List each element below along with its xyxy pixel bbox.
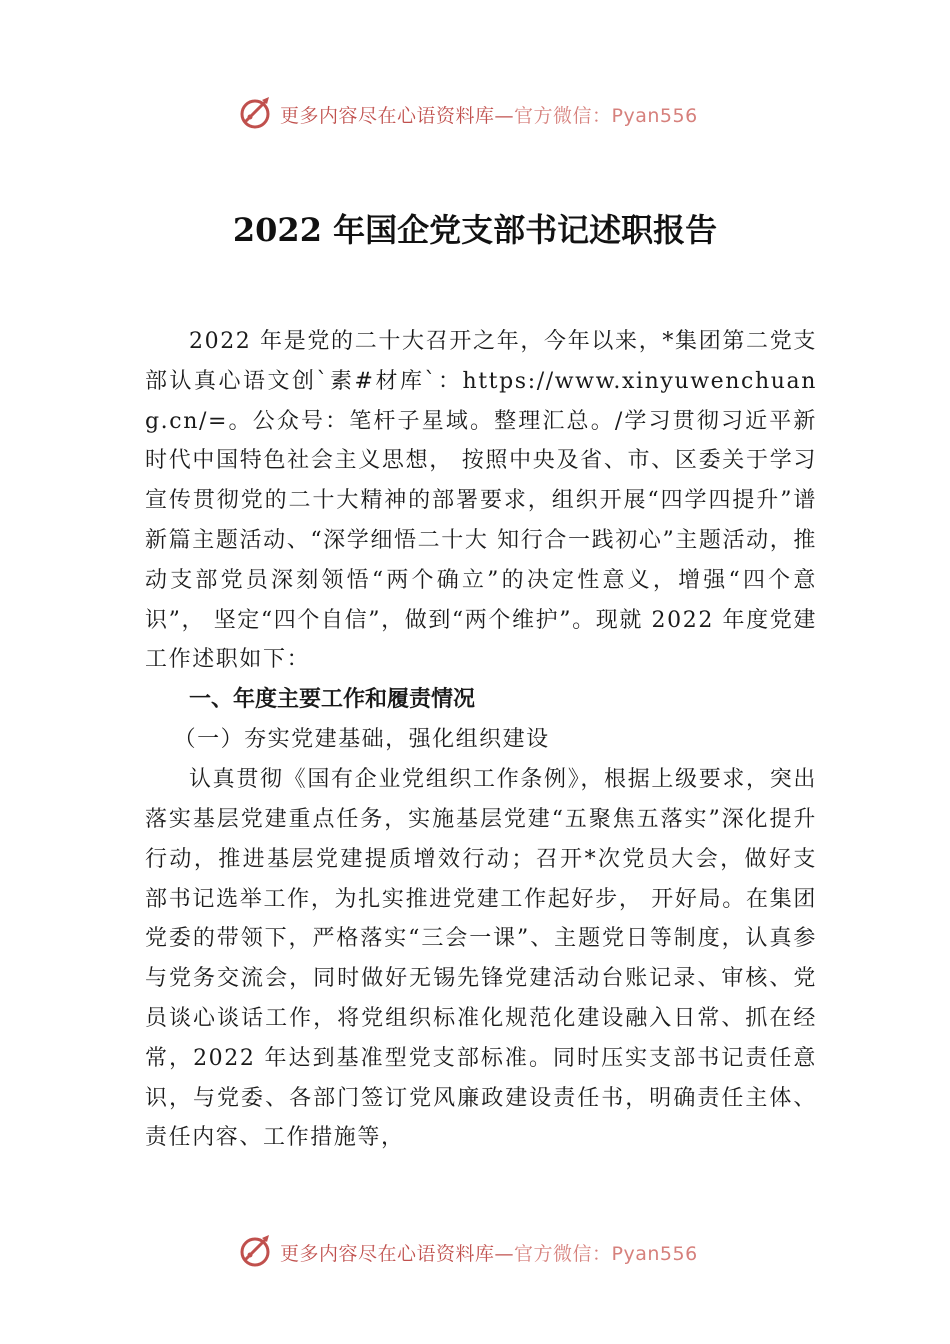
banner-slogan: 更多内容尽在心语资料库 <box>280 105 495 127</box>
banner-text <box>280 1239 698 1266</box>
footer-banner <box>0 1233 950 1273</box>
banner-text <box>280 101 698 128</box>
brush-logo-icon <box>238 1233 274 1269</box>
banner-dash: — <box>494 105 515 127</box>
body-paragraph: 认真贯彻《国有企业党组织工作条例》，根据上级要求，突出落实基层党建重点任务，实施基层党建“五聚焦五落实”深化提升行动，推进基层党建提质增效行动；召开*次党员大会，做好支部书记选举工作，为扎实推进党建工作起好步， 开好局。在集团党委的带领下，严格落实“三会一课”、主题党日等制度，认真参与党务交流会，同时做好无锡先锋党建活动台账记录、审核、党员谈心谈话工作，将党组织标准化规范化建设融入日常、抓在经常，2022 年达到基准型党支部标准。同时压实支部书记责任意识，与党委、各部门签订党风廉政建设责任书，明确责任主体、责任内容、工作措施等， <box>145 767 817 1151</box>
document-body <box>145 322 817 1158</box>
document-title: 2022 年国企党支部书记述职报告 <box>232 211 718 249</box>
banner-slogan: 更多内容尽在心语资料库 <box>280 1243 495 1265</box>
header-banner <box>0 95 950 135</box>
subsection-heading: （一）夯实党建基础，强化组织建设 <box>173 727 550 753</box>
banner-dash: — <box>494 1243 515 1265</box>
intro-paragraph: 2022 年是党的二十大召开之年，今年以来，*集团第二党支部认真心语文创`素#材库`：https://www.xinyuwenchuang.cn/=。公众号：笔杆子星域。整理汇总。/学习贯彻习近平新时代中国特色社会主义思想， 按照中央及省、市、区委关于学习宣传贯彻党的二十大精神的部署要求，组织开展“四学四提升”谱新篇主题活动、“深学细悟二十大 知行合一践初心”主题活动，推动支部党员深刻领悟“两个确立”的决定性意义，增强“四个意识”， 坚定“四个自信”，做到“两个维护”。现就 2022 年度党建工作述职如下： <box>145 329 817 673</box>
banner-contact: 官方微信：Pyan556 <box>514 1243 698 1265</box>
banner-contact: 官方微信：Pyan556 <box>514 105 698 127</box>
brush-logo-icon <box>238 95 274 131</box>
section-heading: 一、年度主要工作和履责情况 <box>189 687 476 713</box>
